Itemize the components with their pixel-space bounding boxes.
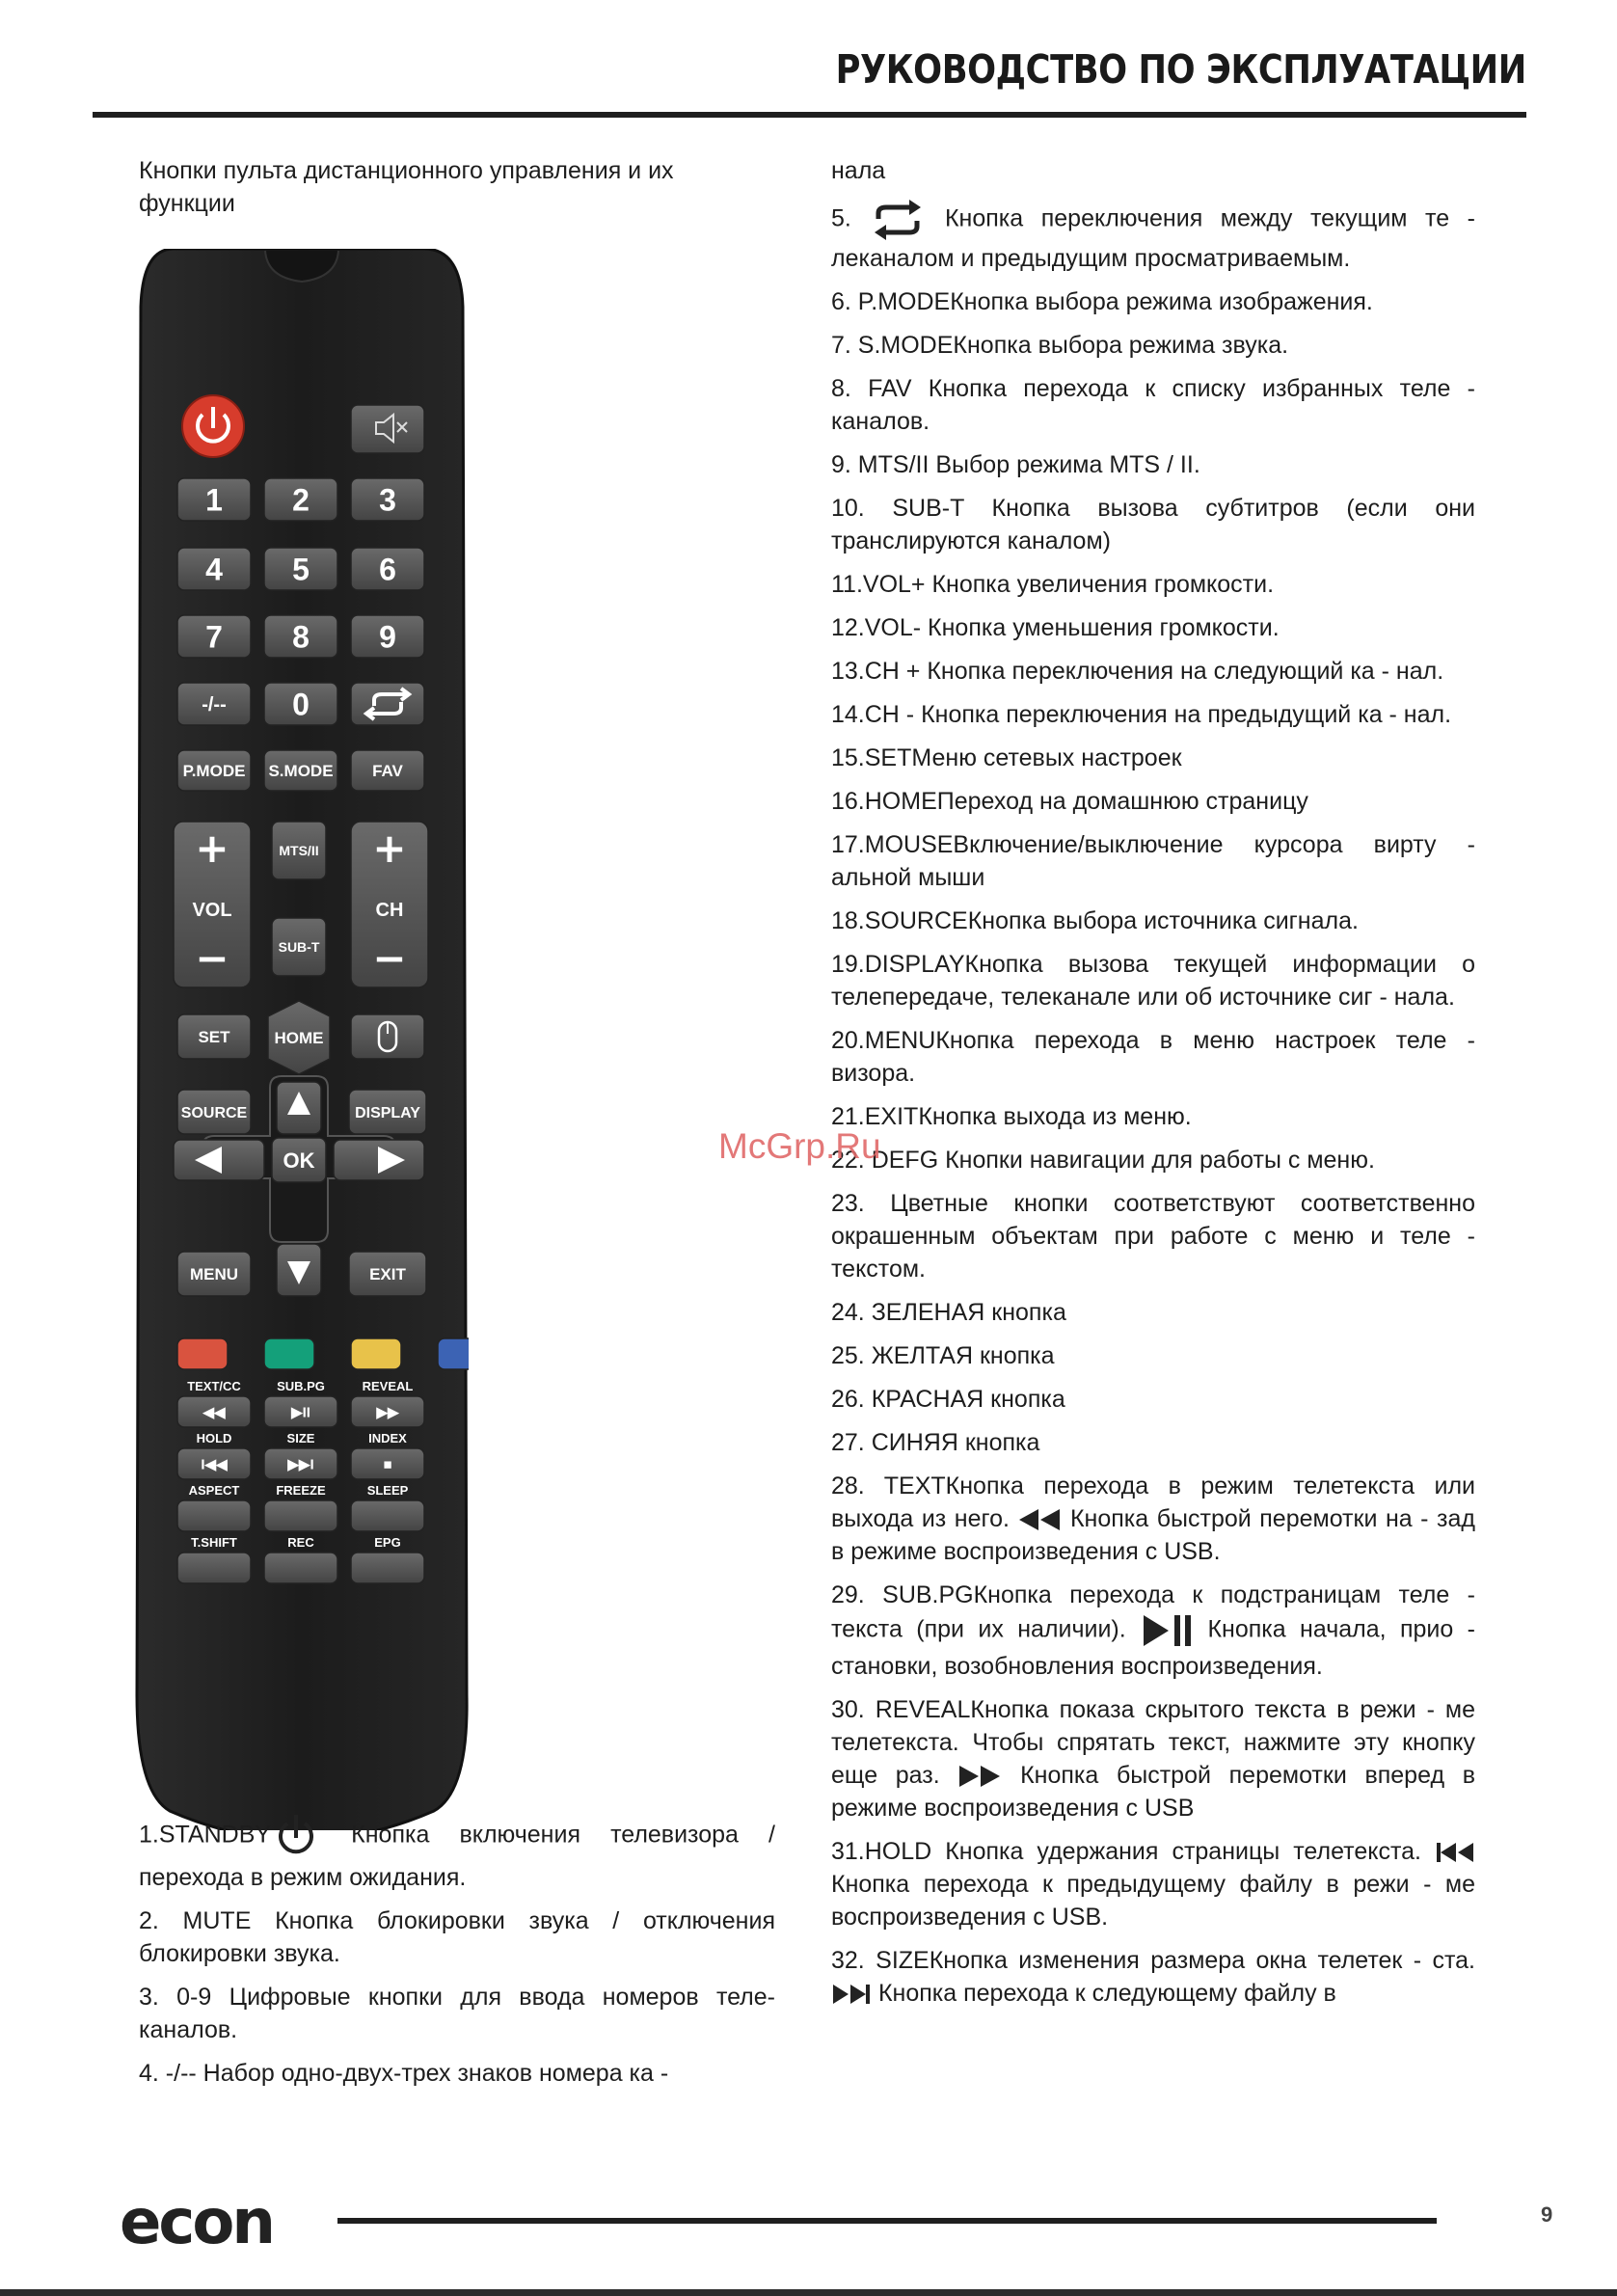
instruction-item: 15.SETМеню сетевых настроек	[831, 744, 1182, 771]
button-caption: HOLD	[196, 1431, 232, 1445]
instruction-item: 8. FAV Кнопка перехода к списку избранных теле - каналов.	[831, 375, 1475, 435]
ok-button-label: OK	[283, 1148, 315, 1173]
intro-text: Кнопки пульта дистанционного управления и их функции	[139, 157, 674, 217]
page-number: 9	[1541, 2202, 1553, 2227]
right-arrow-button[interactable]	[334, 1140, 424, 1180]
media-button-label: ◀◀	[202, 1404, 226, 1421]
digit-button[interactable]	[264, 615, 337, 658]
media-button[interactable]	[177, 1553, 251, 1583]
digit-button[interactable]	[264, 548, 337, 590]
color-button[interactable]	[438, 1338, 469, 1369]
mode-button[interactable]	[177, 750, 251, 791]
digit-button-label: 1	[205, 482, 223, 518]
mode-button-label: FAV	[372, 762, 403, 781]
button-caption: SLEEP	[366, 1483, 409, 1498]
digit-button[interactable]	[177, 548, 251, 590]
digit-button-label: 6	[379, 552, 396, 587]
brand-logo: econ	[120, 2187, 273, 2258]
left-column	[139, 1811, 775, 2100]
instruction-item: 23. Цветные кнопки соответствуют соответственно окрашенным объектам при работе с меню и теле - текстом.	[831, 1190, 1475, 1283]
button-caption: T.SHIFT	[191, 1535, 237, 1550]
color-button[interactable]	[264, 1338, 314, 1369]
source-button[interactable]	[177, 1090, 251, 1134]
instruction-item: 11.VOL+ Кнопка увеличения громкости.	[831, 571, 1275, 598]
page-edge	[0, 2289, 1617, 2296]
instruction-item: нала	[831, 157, 886, 184]
media-button[interactable]	[264, 1553, 337, 1583]
digit-button[interactable]	[177, 615, 251, 658]
button-caption: REVEAL	[362, 1379, 414, 1393]
header-rule	[93, 112, 1526, 118]
digit-button[interactable]	[177, 478, 251, 521]
media-button[interactable]	[351, 1396, 424, 1427]
instruction-item: 20.MENUКнопка перехода в меню настроек теле - визора.	[831, 1027, 1475, 1087]
display-button-label: DISPLAY	[355, 1104, 420, 1121]
right-column	[831, 154, 1475, 2020]
left-arrow-button[interactable]	[174, 1140, 264, 1180]
set-button[interactable]	[177, 1014, 251, 1059]
button-caption: FREEZE	[276, 1483, 326, 1498]
instruction-text: 29. SUB.PGКнопка перехода к подстраницам теле - текста (при их наличии).	[831, 1581, 1475, 1643]
media-button[interactable]	[177, 1396, 251, 1427]
media-button[interactable]	[264, 1500, 337, 1531]
volume-rocker[interactable]	[174, 822, 251, 987]
digit-button-label: 2	[292, 482, 310, 518]
instruction-text: Кнопка включения телевизора / перехода в режим ожидания.	[139, 1821, 775, 1891]
instruction-item	[831, 1835, 1475, 1933]
mode-button-label: P.MODE	[182, 762, 246, 781]
media-button[interactable]	[177, 1448, 251, 1479]
instruction-item: 24. ЗЕЛЕНАЯ кнопка	[831, 1299, 1066, 1326]
channel-rocker-label: CH	[375, 900, 404, 921]
next-track-icon	[831, 1982, 872, 2007]
mts-button-label: MTS/II	[279, 843, 319, 859]
color-button[interactable]	[177, 1338, 228, 1369]
instruction-item	[831, 198, 1475, 275]
subtitle-button[interactable]	[272, 918, 326, 976]
instruction-text: 30. REVEALКнопка показа скрытого текста в режи - ме телетекста. Чтобы спрятать текст, нажмите эту кнопку еще раз.	[831, 1696, 1475, 1789]
instruction-item	[831, 1944, 1475, 2010]
instruction-item	[831, 1579, 1475, 1683]
media-button[interactable]	[351, 1448, 424, 1479]
media-button-label: ▶▶	[376, 1404, 399, 1421]
rewind-icon	[1017, 1505, 1062, 1534]
mouse-button[interactable]	[351, 1014, 424, 1059]
menu-button-label: MENU	[189, 1265, 239, 1284]
instruction-item	[139, 1811, 775, 1894]
instruction-item: 3. 0-9 Цифровые кнопки для ввода номеров теле-каналов.	[139, 1984, 775, 2043]
home-button[interactable]	[268, 1001, 330, 1074]
volume-rocker-plus: +	[195, 824, 229, 872]
instruction-text: 32. SIZEКнопка изменения размера окна телетек - ста.	[831, 1947, 1475, 1974]
digit-button-label: 3	[379, 482, 396, 518]
media-button[interactable]	[264, 1396, 337, 1427]
instruction-text: 31.HOLD Кнопка удержания страницы телетекста.	[831, 1838, 1435, 1865]
page-title: РУКОВОДСТВО ПО ЭКСПЛУАТАЦИИ	[835, 46, 1526, 93]
previous-track-icon	[1435, 1840, 1475, 1865]
instruction-item	[831, 1470, 1475, 1568]
instruction-item: 12.VOL- Кнопка уменьшения громкости.	[831, 614, 1280, 641]
subtitle-button-label: SUB-T	[278, 939, 320, 956]
mode-button-label: S.MODE	[268, 762, 334, 781]
digit-button[interactable]	[351, 478, 424, 521]
digit-button-label: 7	[205, 619, 223, 655]
instruction-item: 21.EXITКнопка выхода из меню.	[831, 1103, 1192, 1130]
media-button-label: ■	[383, 1456, 392, 1473]
media-button[interactable]	[351, 1500, 424, 1531]
instruction-item: 27. СИНЯЯ кнопка	[831, 1429, 1040, 1456]
digit-button-label: 5	[292, 552, 310, 587]
channel-rocker-minus: −	[372, 934, 407, 982]
remote-control-image	[135, 249, 469, 1830]
color-button[interactable]	[351, 1338, 401, 1369]
button-caption: INDEX	[368, 1431, 407, 1445]
instruction-item: 17.MOUSEВключение/выключение курсора вирту - альной мыши	[831, 831, 1475, 891]
channel-rocker[interactable]	[351, 822, 428, 987]
fast-forward-icon	[957, 1762, 1002, 1791]
button-caption: SIZE	[286, 1431, 315, 1445]
instruction-item: 7. S.MODEКнопка выбора режима звука.	[831, 332, 1289, 359]
digit-button-label: 0	[292, 687, 310, 722]
power-button[interactable]	[182, 395, 244, 457]
digit-button-label: 4	[205, 552, 223, 587]
footer-rule	[337, 2218, 1437, 2224]
play-pause-icon	[1140, 1611, 1194, 1650]
instruction-item: 4. -/-- Набор одно-двух-трех знаков номера ка -	[139, 2060, 669, 2087]
media-button[interactable]	[177, 1500, 251, 1531]
instruction-item: 22. DEFG Кнопки навигации для работы с меню.	[831, 1147, 1375, 1174]
instruction-item: 25. ЖЕЛТАЯ кнопка	[831, 1342, 1055, 1369]
instruction-text: 28. TEXTКнопка перехода в режим телетекста или выхода из него.	[831, 1472, 1475, 1532]
mts-button[interactable]	[272, 822, 326, 879]
mode-button[interactable]	[351, 750, 424, 791]
button-caption: TEXT/CC	[187, 1379, 241, 1393]
digit-button[interactable]	[264, 478, 337, 521]
instruction-item: 2. MUTE Кнопка блокировки звука / отключения блокировки звука.	[139, 1907, 775, 1967]
volume-rocker-minus: −	[195, 934, 229, 982]
instruction-text: Кнопка быстрой перемотки на - зад в режиме воспроизведения с USB.	[831, 1505, 1475, 1565]
digit-button-label: -/--	[202, 694, 227, 716]
instruction-item: 10. SUB-T Кнопка вызова субтитров (если они транслируются каналом)	[831, 495, 1475, 554]
watermark: McGrp.Ru	[718, 1126, 881, 1166]
instruction-item	[831, 1693, 1475, 1824]
digit-button-label: 9	[379, 619, 396, 655]
media-button[interactable]	[351, 1553, 424, 1583]
instruction-item: 19.DISPLAYКнопка вызова текущей информации о телепередаче, телеканале или об источнике сиг - нала.	[831, 951, 1475, 1011]
instruction-item: 14.CH - Кнопка переключения на предыдущий ка - нал.	[831, 701, 1452, 728]
mode-button[interactable]	[264, 750, 337, 791]
recall-button[interactable]	[351, 683, 424, 725]
button-caption: ASPECT	[188, 1483, 240, 1498]
menu-button[interactable]	[177, 1252, 251, 1296]
digit-button[interactable]	[177, 683, 251, 725]
display-button[interactable]	[349, 1090, 426, 1134]
mute-button[interactable]	[351, 405, 424, 453]
media-button-label: ▶II	[291, 1404, 310, 1421]
instruction-text: 5.	[831, 204, 870, 232]
media-button-label: ▶▶I	[287, 1456, 314, 1473]
exit-button-label: EXIT	[369, 1265, 406, 1284]
instruction-item: 9. MTS/II Выбор режима MTS / II.	[831, 451, 1200, 478]
button-caption: EPG	[374, 1535, 401, 1550]
instruction-item: 6. P.MODEКнопка выбора режима изображения.	[831, 288, 1373, 315]
media-button-label: I◀◀	[201, 1456, 228, 1473]
instruction-item: 16.HOMEПереход на домашнюю страницу	[831, 788, 1308, 815]
instruction-text: 1.STANDBY	[139, 1821, 272, 1849]
instruction-text: Кнопка начала, прио - становки, возобновления воспроизведения.	[831, 1615, 1475, 1680]
volume-rocker-label: VOL	[192, 900, 232, 921]
source-button-label: SOURCE	[180, 1104, 248, 1121]
instruction-text: Кнопка перехода к предыдущему файлу в режи - ме воспроизведения с USB.	[831, 1871, 1475, 1931]
instruction-item: 18.SOURCEКнопка выбора источника сигнала.	[831, 907, 1359, 934]
channel-rocker-plus: +	[372, 824, 407, 872]
power-icon	[271, 1811, 321, 1861]
up-arrow-button[interactable]	[277, 1082, 321, 1134]
instruction-item: 13.CH + Кнопка переключения на следующий ка - нал.	[831, 658, 1444, 685]
button-caption: REC	[287, 1535, 314, 1550]
recall-icon	[869, 198, 927, 242]
home-label: HOME	[274, 1029, 324, 1047]
instruction-text: Кнопка быстрой перемотки вперед в режиме воспроизведения с USB	[831, 1762, 1475, 1822]
button-caption: SUB.PG	[277, 1379, 325, 1393]
exit-button[interactable]	[349, 1252, 426, 1296]
media-button[interactable]	[264, 1448, 337, 1479]
instruction-item: 26. КРАСНАЯ кнопка	[831, 1386, 1065, 1413]
digit-button-label: 8	[292, 619, 310, 655]
instruction-text: Кнопка перехода к следующему файлу в	[872, 1980, 1336, 2007]
digit-button[interactable]	[351, 548, 424, 590]
digit-button[interactable]	[264, 683, 337, 725]
set-button-label: SET	[198, 1028, 230, 1047]
instruction-text: Кнопка переключения между текущим те - леканалом и предыдущим просматриваемым.	[831, 204, 1476, 272]
ok-button[interactable]	[272, 1138, 326, 1182]
digit-button[interactable]	[351, 615, 424, 658]
down-arrow-button[interactable]	[277, 1244, 321, 1296]
